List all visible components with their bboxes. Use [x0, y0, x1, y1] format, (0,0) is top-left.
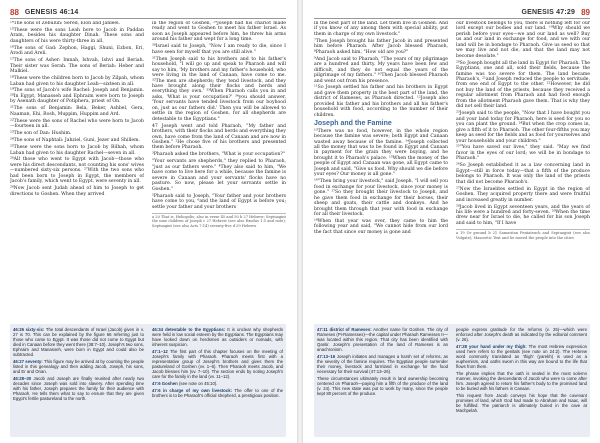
note-reference: 47:6 Goshen — [152, 380, 178, 386]
left-running-title: GENESIS 46:14 — [24, 8, 79, 16]
verse-paragraph: ¹⁵These were the sons Leah bore to Jacob in Paddan Aram, besides his daughter Dinah. These sons and daughters of his were thirty-three in all. — [10, 27, 144, 44]
left-scripture-columns — [10, 21, 286, 321]
verse-paragraph: ⁷Then Joseph brought his father Jacob in and presented him before Pharaoh. After Jacob blessed Pharaoh, ⁸Pharaoh asked him, "How old are you?" — [314, 38, 448, 55]
verse-paragraph: ²⁰So Joseph bought all the land in Egypt for Pharaoh. The Egyptians, one and all, sold their fields, because the famine was too severe for them. The land became Pharaoh's, ²¹and Joseph reduced the people to servitude, from one end of Egypt to the other. ²²However, he did not buy the land of the priests, because they received a regular allotment from Pharaoh and had food enough from the allotment Pharaoh gave them. That is why they did not sell their land. — [456, 60, 590, 110]
note-text: Jacob and Joseph are finally reunited after nearly two decades since Joseph was sold into slavery. After spending time with his father, Joseph prepares the family for their audience with Pharaoh. He tells them what to say to ensure that they are given Egypt's fertile pastureland to the north. — [13, 375, 144, 402]
note-text: The offer to one of the brothers is to be Pharaoh's official shepherd, a prestigious position. — [152, 387, 283, 398]
left-page-number: 88 — [10, 7, 19, 17]
note-reference: 47:11 district of Rameses: — [317, 327, 372, 332]
verse-paragraph: ¹⁸When that year was over, they came to him the following year and said, "We cannot hide from our lord the fact that since our money is gone and — [314, 218, 448, 235]
right-notes-column-2 — [456, 327, 587, 434]
verse-paragraph: ²⁸Now Jacob sent Judah ahead of him to Joseph to get directions to Goshen. When they arrived — [10, 186, 144, 197]
verse-paragraph: ¹⁸These were the children born to Jacob by Zilpah, whom Laban had given to his daughter Leah—sixteen in all. — [10, 76, 144, 87]
left-notes-column-1 — [13, 327, 144, 434]
verse-paragraph: ²³Joseph said to the people, "Now that I have bought you and your land today for Pharaoh, here is seed for you so you can plant the ground. ²⁴But when the crop comes in, give a fifth of it to Pharaoh. The other four-fifths you may keep as seed for the fields and as food for yourselves and your households and your children." — [456, 111, 590, 144]
left-running-header — [10, 6, 286, 19]
verse-paragraph: ¹⁹The sons of Jacob's wife Rachel: Joseph and Benjamin. ²⁰In Egypt, Manasseh and Ephraim were born to Joseph by Asenath daughter of Potiphera, priest of On. — [10, 88, 144, 105]
verse-paragraph: in the best part of the land. Let them live in Goshen. And if you know of any among them with special ability, put them in charge of my own livestock." — [314, 21, 448, 37]
verse-paragraph: ²²These were the sons of Rachel who were born to Jacob—fourteen in all. — [10, 118, 144, 130]
verse-paragraph: ¹⁶The sons of Gad: Zephon, Haggi, Shuni, Ezbon, Eri, Arodi and Areli. — [10, 45, 144, 57]
left-column-2 — [152, 21, 286, 321]
note-reference: 47:28 your hand under my thigh: — [456, 343, 527, 349]
note-reference: 46:28–30 — [13, 375, 32, 381]
verse-paragraph: ²⁸Jacob lived in Egypt seventeen years, and the years of his life were a hundred and forty-seven. ²⁹When the time drew near for Israel to die, he called for his son Joseph and said to him, "If I have — [456, 204, 590, 226]
study-note — [456, 371, 587, 391]
study-note — [317, 376, 448, 396]
chapter-47-paragraph: 47 Joseph went and told Pharaoh, "My father and brothers, with their flocks and herds and everything they own, have come from the land of Canaan and are now in Goshen." ²He chose five of his brothers and presented them before Pharaoh. — [152, 123, 286, 151]
study-note — [152, 381, 283, 386]
note-text: people express gratitude for the reforms (v. 25)—which were enforced after Joseph's death as indicated by the editorial comment (v. 26). — [456, 327, 587, 343]
right-column-2 — [456, 21, 590, 321]
right-column-1 — [314, 21, 448, 321]
note-text: Another name for Goshen. The city of Rameses (Pi-Ramesses)—the capital under Pharaoh Ramesses II—was located within this region. That city has been identified with Qantir. Joseph's presentation of the land of Rameses is an anachronism. — [317, 327, 448, 353]
note-reference: 47:13–16 — [317, 353, 336, 359]
note-text: The total descendants of Israel (Jacob) given in v. 27 is 70. This can be explained by the figure 66 referring just to those who came to Egypt. It was those did not come to Egypt but died in Canaan before they went there (38:7–10). Joseph's two sons, Ephraim and Manasseh, were born in Egypt and could also be subtracted. — [13, 327, 144, 358]
left-footnotes: a 20 That is, Heliopolis; also in verse 45 and 50 b 27 Hebrew; Septuagint the nine children of Joseph c 27 Hebrew (see also Exodus 1:5 and note); Septuagint (see also Acts 7:14) seventy-five d 29 Hebrew — [152, 214, 286, 228]
verse-paragraph: ³¹Then Joseph said to his brothers and to his father's household, "I will go up and speak to Pharaoh and will say to him, 'My brothers and my father's household, who were living in the land of Canaan, have come to me. ³²The men are shepherds; they tend livestock, and they have brought along their flocks and herds and everything they own.' ³³When Pharaoh calls you in and asks, 'What is your occupation?' ³⁴you should answer, 'Your servants have tended livestock from our boyhood on, just as our fathers did.' Then you will be allowed to settle in the region of Goshen, for all shepherds are detestable to the Egyptians." — [152, 56, 286, 122]
study-note — [456, 327, 587, 342]
verse-paragraph: ²⁵"You have saved our lives," they said. "May we find favor in the eyes of our lord; we will be in bondage to Pharaoh." — [456, 145, 590, 162]
note-text: The most Hebrew expression used here refers to the genitals (see note on 24:2). The Hebrew word commonly translated as 'thigh' (yarekh) is used as a euphemism, and oaths sworn in this way are bound to the life that flows from them. — [456, 343, 587, 370]
study-note — [13, 359, 144, 374]
study-note — [317, 327, 448, 352]
note-text: Joseph initiates and manages a harsh set of reforms, as the severity of the famine requires. The Egyptian people surrender their money, livestock and farmland in exchange for the food necessary for their survival (47:13–26). — [317, 353, 448, 375]
study-note — [317, 354, 448, 374]
note-text: It is unclear why shepherds were held in low social esteem by the Egyptians. The Egyptians may have looked down on herdsmen as outsiders or nomads, with inherent suspicion. — [152, 327, 283, 348]
note-reference: 46:27 seventy: — [13, 359, 43, 365]
right-scripture-columns — [314, 21, 590, 321]
verse-paragraph: ²¹The sons of Benjamin: Bela, Beker, Ashbel, Gera, Naaman, Ehi, Rosh, Muppim, Huppim and Ard. — [10, 106, 144, 117]
left-page — [0, 0, 296, 443]
book-gutter — [297, 0, 303, 443]
note-text: This request from Jacob conveys his hope that the covenant promises of land, which God had made to Abraham and Isaac, will be fulfilled. The patriarch is ultimately buried in the cave at Machpelah. — [456, 392, 587, 413]
verse-paragraph: ²⁵These were the sons born to Jacob by Bilhah, whom Laban had given to his daughter Rachel—seven in all. — [10, 145, 144, 156]
right-notes-column-1 — [317, 327, 448, 434]
verse-paragraph: ⁵Pharaoh said to Joseph, "Your father and your brothers have come to you, ⁶and the land of Egypt is before you; settle your father and your brothers — [152, 193, 286, 210]
verse-paragraph: our livestock belongs to you, there is nothing left for our lord except our bodies and our land. ¹⁹Why should we perish before your eyes—we and our land as well? Buy us and our land in exchange for food, and we with our land will be in bondage to Pharaoh. Give us seed so that we may live and not die, and that the land may not become desolate." — [456, 21, 590, 59]
note-text: The first part of this chapter focuses on the meeting of Joseph's family with Pharaoh. Pharaoh meets first with a representative group of Joseph's brothers and gives them the pastureland of Goshen (vv. 1–6). Then Pharaoh meets Jacob, and Jacob blesses him (vv. 7–10). The section ends by noting Joseph's care for the family in the land (vv. 11–12). — [152, 348, 283, 380]
verse-paragraph: ²⁴The sons of Naphtali: Jahziel, Guni, Jezer and Shillem. — [10, 138, 140, 144]
right-footnotes: a 19 Or ground b 21 Samaritan Pentateuch and Septuagint (see also Vulgate); Masoretic Text and he moved the people into the cities — [456, 231, 590, 240]
right-running-header — [314, 6, 590, 19]
note-text: This figure may be arrived at by counting the people listed in this genealogy and then adding Jacob, Joseph, his sons, and Er and Onan. — [13, 359, 144, 375]
note-text: The phrase implies that the oath is sealed in the most solemn manner, invoking the descendants of Jacob who were to come after him. Joseph agreed to return his father's body to the promised land to be buried with his fathers in Canaan. — [456, 370, 587, 392]
verse-paragraph: ³⁰Israel said to Joseph, "Now I am ready to die, since I have seen for myself that you are still alive." — [152, 44, 286, 55]
verse-paragraph: ¹⁶"Then bring your livestock," said Joseph. "I will sell you food in exchange for your livestock, since your money is gone." ¹⁷So they brought their livestock to Joseph, and he gave them food in exchange for their horses, their sheep and goats, their cattle and donkeys. And he brought them through that year with food in exchange for all their livestock. — [314, 179, 448, 217]
study-note — [13, 376, 144, 401]
study-note — [13, 327, 144, 358]
note-text: (see note on 45:10). — [179, 380, 218, 386]
left-column-1 — [10, 21, 144, 321]
verse-paragraph: ¹⁴The sons of Zebulun: Sered, Elon and Jahleel. — [10, 21, 121, 26]
verse-paragraph: ²³The son of Dan: Hushim. — [10, 131, 72, 137]
verse-paragraph: "Your servants are shepherds," they replied to Pharaoh, "just as our fathers were." ⁴They also said to him, "We have come to live here for a while, because the famine is severe in Canaan and your servants' flocks have no pasture. So now, please let your servants settle in Goshen." — [152, 159, 286, 192]
study-note — [152, 349, 283, 380]
verse-paragraph: ¹⁷The sons of Asher: Imnah, Ishvah, Ishvi and Beriah. Their sister was Serah. The sons of Beriah: Heber and Malkiel. — [10, 58, 144, 75]
study-note — [152, 388, 283, 398]
right-running-title: GENESIS 47:29 — [521, 8, 576, 16]
note-reference: 46:34 detestable to the Egyptians: — [152, 327, 226, 332]
verse-paragraph: ²⁶So Joseph established it as a law concerning land in Egypt—still in force today—that a fifth of the produce belongs to Pharaoh. It was only the land of the priests that did not become Pharaoh's. — [456, 163, 590, 185]
verse-paragraph: ²⁶All those who went to Egypt with Jacob—those who were his direct descendants, not counting his sons' wives—numbered sixty-six persons. ²⁷With the two sons who had been born to Joseph in Egypt, the members of Jacob's family, which went to Egypt, were seventy in all. — [10, 157, 144, 185]
study-note — [152, 327, 283, 347]
note-reference: 46:26 sixty-six: — [13, 327, 45, 332]
right-study-notes — [314, 324, 590, 437]
verse-paragraph: in the region of Goshen, ²⁹Joseph had his chariot made ready and went to Goshen to meet his father Israel. As soon as Joseph appeared before him, he threw his arms around his father and wept for a long time. — [152, 21, 286, 43]
verse-paragraph: ⁹And Jacob said to Pharaoh, "The years of my pilgrimage are a hundred and thirty. My years have been few and difficult, and they do not equal the years of the pilgrimage of my fathers." ¹⁰Then Jacob blessed Pharaoh and went out from his presence. — [314, 56, 448, 84]
verse-paragraph: ¹³There was no food, however, in the whole region because the famine was severe; both Egypt and Canaan wasted away because of the famine. ¹⁴Joseph collected all the money that was to be found in Egypt and Canaan in payment for the grain they were buying, and he brought it to Pharaoh's palace. ¹⁵When the money of the people of Egypt and Canaan was gone, all Egypt came to Joseph and said, "Give us food. Why should we die before your eyes? Our money is all gone." — [314, 128, 448, 178]
left-notes-column-2 — [152, 327, 283, 434]
study-note — [456, 344, 587, 369]
verse-paragraph: ¹¹So Joseph settled his father and his brothers in Egypt and gave them property in the best part of the land, the district of Rameses, as Pharaoh directed. ¹²Joseph also provided his father and his brothers and all his father's household with food, according to the number of their children. — [314, 85, 448, 118]
right-page-number: 89 — [581, 7, 590, 17]
right-page — [304, 0, 600, 443]
verse-paragraph: ²⁷Now the Israelites settled in Egypt in the region of Goshen. They acquired property there and were fruitful and increased greatly in number. — [456, 186, 590, 203]
verse-paragraph: ³Pharaoh asked the brothers, "What is your occupation?" — [152, 152, 285, 158]
section-heading: Joseph and the Famine — [314, 120, 392, 128]
left-study-notes — [10, 324, 286, 437]
note-reference: 47:6 in charge of my own livestock: — [152, 387, 233, 393]
study-note — [456, 393, 587, 413]
note-text: These circumstances ultimately result in land ownership becoming centered on Pharaoh—paying him a fifth of the produce of the land (v. 24). This new state was put to work by many, since the people kept 80 percent of the produce. — [317, 375, 448, 397]
note-reference: 47:1–12 — [152, 348, 168, 354]
